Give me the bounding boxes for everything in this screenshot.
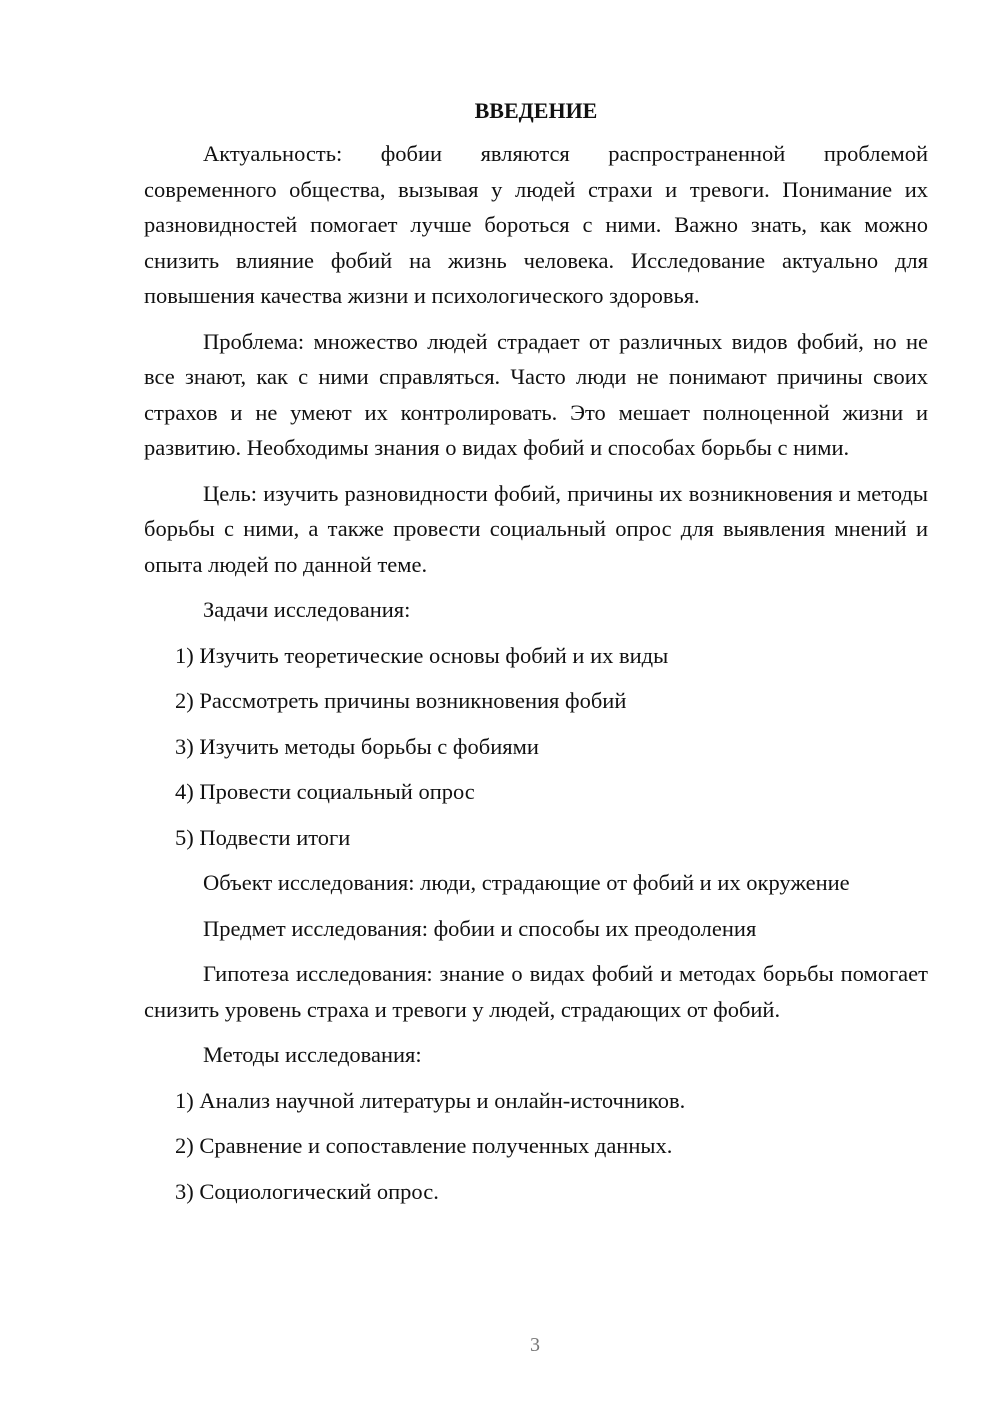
method-item-2: 2) Сравнение и сопоставление полученных данных. bbox=[175, 1133, 673, 1158]
hypothesis-paragraph: Гипотеза исследования: знание о видах фобий и методах борьбы помогает снизить уровень страха и тревоги у людей, страдающих от фобий. bbox=[144, 961, 928, 1022]
task-item-1: 1) Изучить теоретические основы фобий и их виды bbox=[175, 642, 669, 668]
tasks-title: Задачи исследования: bbox=[203, 597, 411, 622]
methods-title: Методы исследования: bbox=[203, 1042, 422, 1067]
section-heading: ВВЕДЕНИЕ bbox=[474, 98, 598, 123]
problem-paragraph: Проблема: множество людей страдает от различных видов фобий, но не все знают, как с ними справляться. Часто люди не понимают причины своих страхов и не умеют их контролировать. Это мешает полноценной жизни и развитию. Необходимы знания о видах фобий и способах борьбы с ними. bbox=[144, 328, 928, 460]
page-content bbox=[144, 96, 928, 1219]
task-item-3: 3) Изучить методы борьбы с фобиями bbox=[175, 733, 539, 759]
task-item-5: 5) Подвести итоги bbox=[175, 824, 351, 850]
research-object: Объект исследования: люди, страдающие от фобий и их окружение bbox=[203, 870, 850, 895]
task-item-2: 2) Рассмотреть причины возникновения фобий bbox=[175, 688, 627, 713]
goal-paragraph: Цель: изучить разновидности фобий, причины их возникновения и методы борьбы с ними, а также провести социальный опрос для выявления мнений и опыта людей по данной теме. bbox=[144, 480, 928, 577]
method-item-3: 3) Социологический опрос. bbox=[175, 1178, 439, 1204]
research-subject: Предмет исследования: фобии и способы их преодоления bbox=[203, 915, 757, 941]
method-item-1: 1) Анализ научной литературы и онлайн-источников. bbox=[175, 1087, 686, 1113]
page-number: 3 bbox=[530, 1334, 540, 1356]
relevance-paragraph: Актуальность: фобии являются распространенной проблемой современного общества, вызывая у людей страхи и тревоги. Понимание их разновидностей помогает лучше бороться с ними. Важно знать, как можно снизить влияние фобий на жизнь человека. Исследование актуально для повышения качества жизни и психологического здоровья. bbox=[144, 141, 928, 308]
task-item-4: 4) Провести социальный опрос bbox=[175, 779, 475, 804]
